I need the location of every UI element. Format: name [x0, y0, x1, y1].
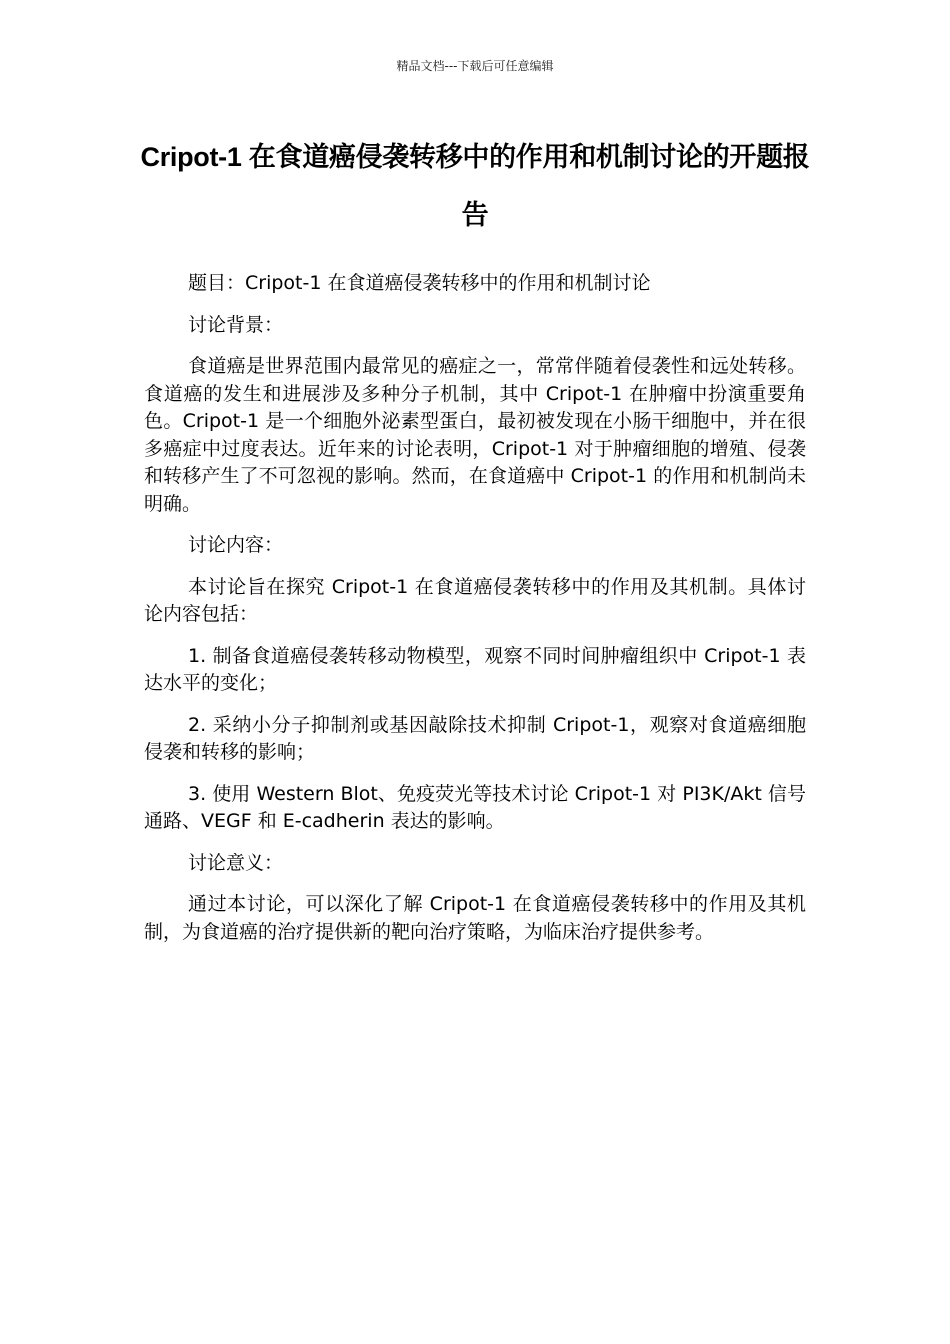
- document-title: Cripot-1 在食道癌侵袭转移中的作用和机制讨论的开题报告: [140, 142, 810, 230]
- content-item-1: 1. 制备食道癌侵袭转移动物模型，观察不同时间肿瘤组织中 Cripot-1 表达水平的变化；: [144, 644, 806, 694]
- content-intro-paragraph: 本讨论旨在探究 Cripot-1 在食道癌侵袭转移中的作用及其机制。具体讨论内容包括：: [144, 575, 806, 625]
- section-heading-content: 讨论内容：: [188, 534, 284, 556]
- section-heading-background: 讨论背景：: [188, 313, 284, 336]
- background-paragraph: 食道癌是世界范围内最常见的癌症之一，常常伴随着侵袭性和远处转移。食道癌的发生和进展涉及多种分子机制，其中 Cripot-1 在肿瘤中扮演重要角色。Cripot-1 是一个细胞外泌素型蛋白，最初被发现在小肠干细胞中，并在很多癌症中过度表达。近年来的讨论表明，Cripot-1 对于肿瘤细胞的增殖、侵袭和转移产生了不可忽视的影响。然而，在食道癌中 Cripot-1 的作用和机制尚未明确。: [144, 355, 806, 515]
- significance-paragraph: 通过本讨论，可以深化了解 Cripot-1 在食道癌侵袭转移中的作用及其机制，为食道癌的治疗提供新的靶向治疗策略，为临床治疗提供参考。: [144, 893, 806, 943]
- page-header: 精品文档---下载后可任意编辑: [396, 59, 554, 73]
- content-item-3: 3. 使用 Western Blot、免疫荧光等技术讨论 Cripot-1 对 PI3K/Akt 信号通路、VEGF 和 E-cadherin 表达的影响。: [144, 782, 806, 832]
- content-item-2: 2. 采纳小分子抑制剂或基因敲除技术抑制 Cripot-1，观察对食道癌细胞侵袭和转移的影响；: [144, 713, 806, 763]
- section-heading-significance: 讨论意义：: [188, 851, 284, 874]
- document-body: [144, 270, 806, 960]
- topic-line: 题目：Cripot-1 在食道癌侵袭转移中的作用和机制讨论: [188, 272, 651, 294]
